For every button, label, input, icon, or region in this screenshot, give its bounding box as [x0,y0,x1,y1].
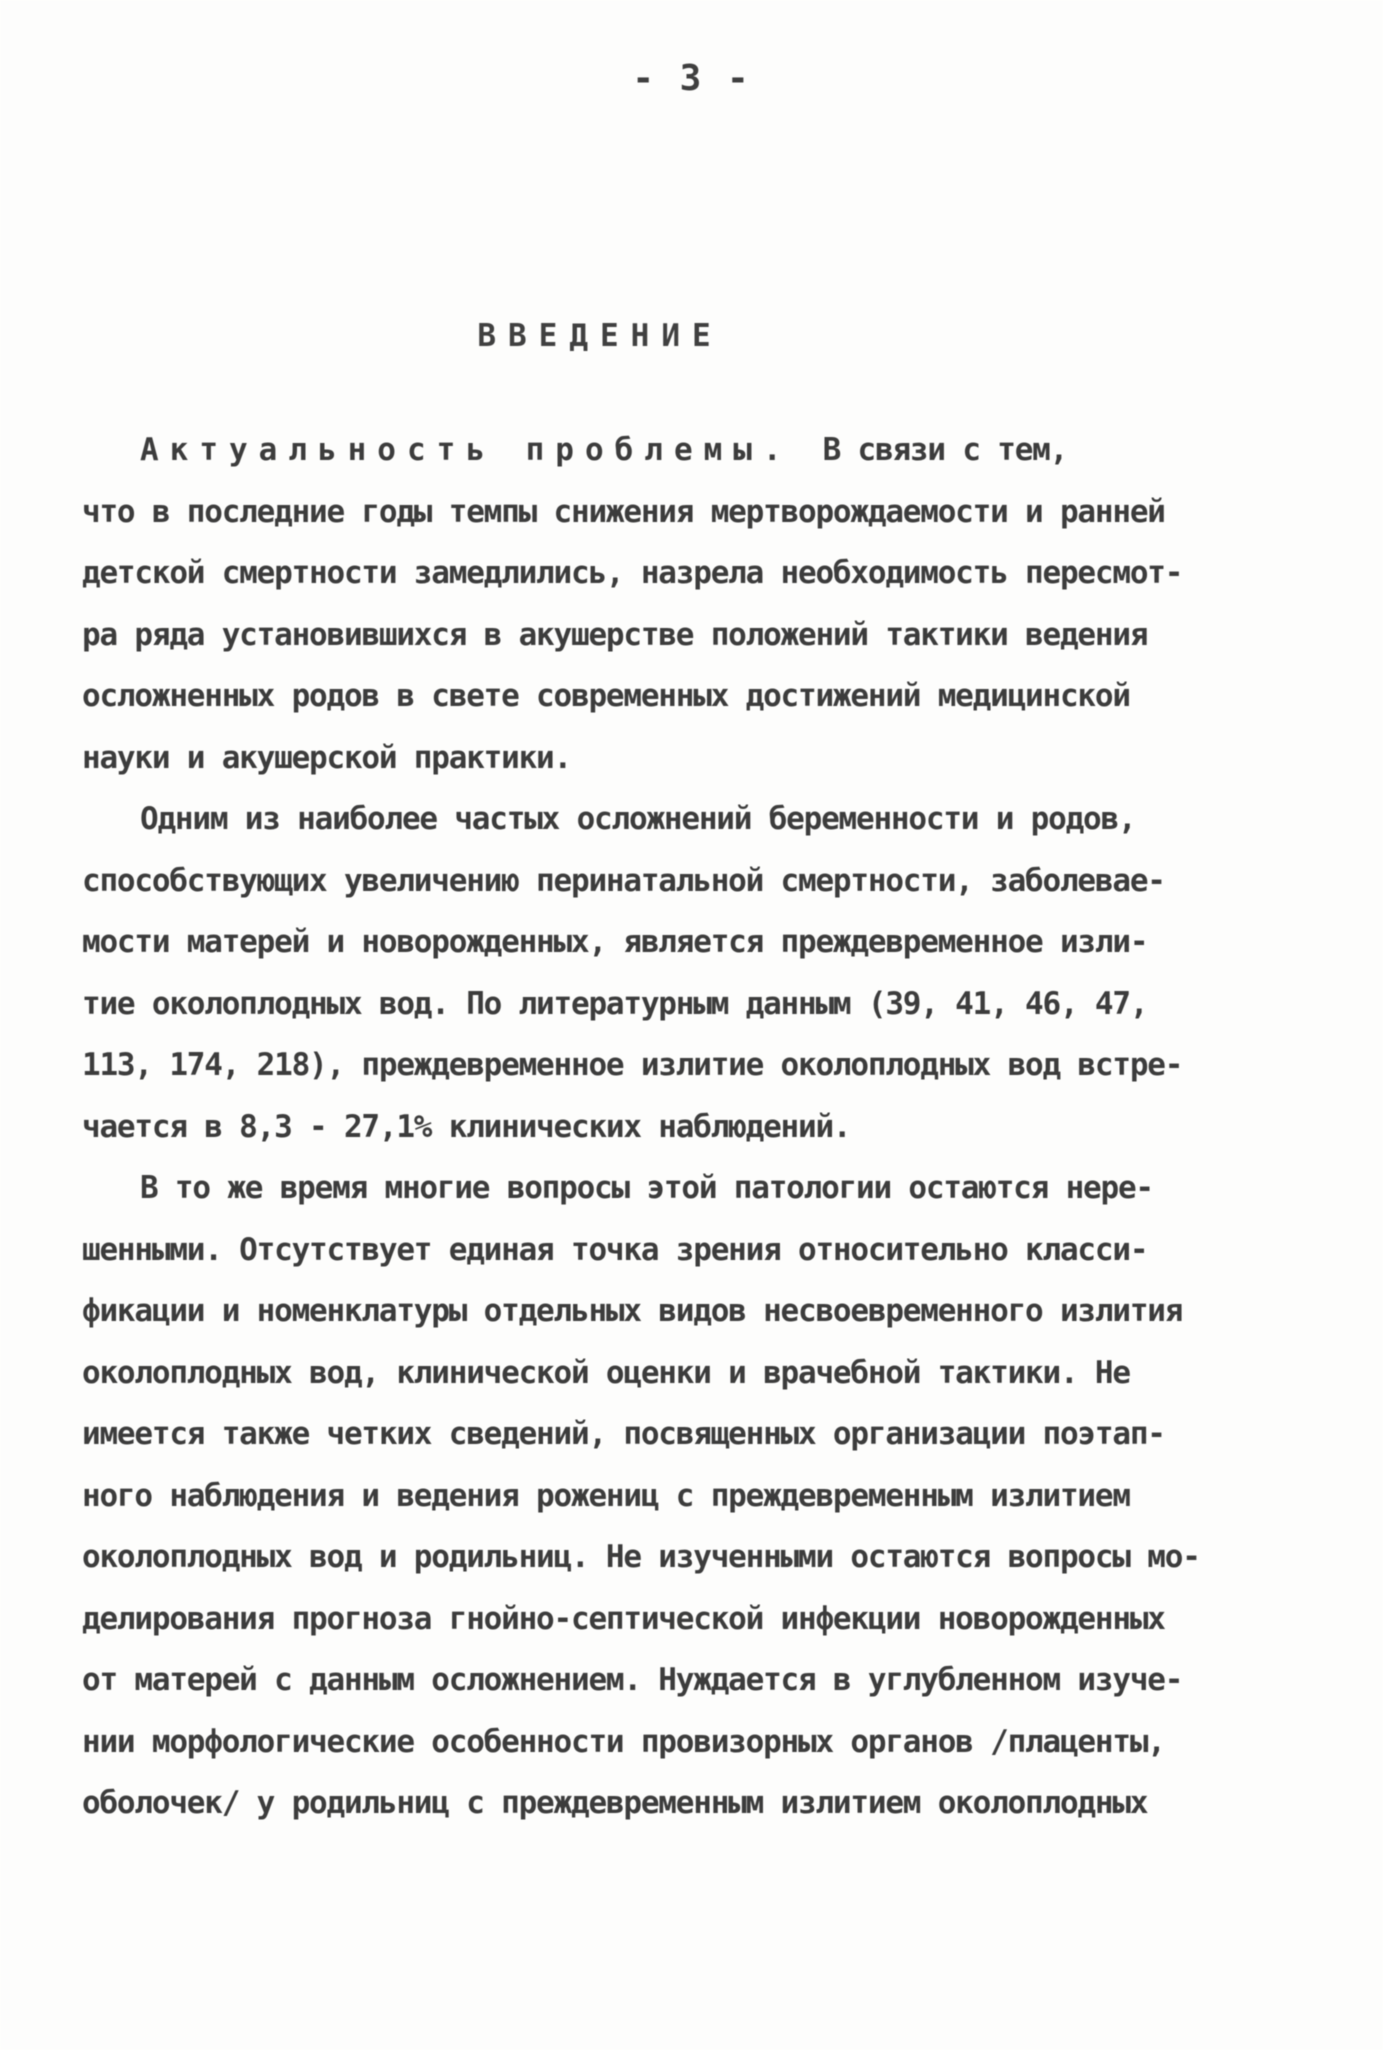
text-line: делирования прогноза гнойно-септической инфекции новорожденных [82,1600,1165,1637]
text-line: осложненных родов в свете современных достижений медицинской [82,678,1130,714]
text-line: чается в 8,3 - 27,1% клинических наблюдений. [82,1108,851,1145]
text-line: что в последние годы темпы снижения мертворождаемости и ранней [82,493,1165,530]
text-line [82,420,1292,482]
text-line: нии морфологические особенности провизорных органов /плаценты, [82,1723,1165,1760]
text-line: оболочек/ у родильниц с преждевременным излитием околоплодных [82,1785,1148,1821]
section-heading: ВВЕДЕНИЕ [477,318,723,354]
text-line: детской смертности замедлились, назрела необходимость пересмот- [82,555,1183,591]
text-line: Одним из наиболее частых осложнений беременности и родов, [140,801,1136,837]
text-line: околоплодных вод и родильниц. Не изученными остаются вопросы мо- [82,1539,1200,1575]
body-text [82,420,1292,1835]
text-line: шенными. Отсутствует единая точка зрения относительно класси- [82,1231,1148,1268]
text-line: 113, 174, 218), преждевременное излитие околоплодных вод встре- [82,1047,1183,1083]
text-line: околоплодных вод, клинической оценки и врачебной тактики. Не [82,1354,1130,1391]
text-line: от матерей с данным осложнением. Нуждается в углубленном изуче- [82,1662,1183,1698]
paragraph-lead: Актуальность проблемы. [140,432,793,468]
page-number: - 3 - [632,58,751,99]
text-line: ра ряда установившихся в акушерстве положений тактики ведения [82,616,1148,653]
text-line: тие околоплодных вод. По литературным данным (39, 41, 46, 47, [82,985,1148,1022]
text-line: науки и акушерской практики. [82,739,571,776]
text-line: ного наблюдения и ведения рожениц с преждевременным излитием [82,1477,1130,1514]
text-line-part: В связи с тем, [822,432,1068,468]
text-line: мости матерей и новорожденных, является преждевременное изли- [82,924,1148,960]
text-line: способствующих увеличению перинатальной смертности, заболевае- [82,862,1165,899]
text-line: имеется также четких сведений, посвященных организации поэтап- [82,1416,1165,1452]
text-line: В то же время многие вопросы этой патологии остаются нере- [140,1170,1153,1206]
text-line: фикации и номенклатуры отдельных видов несвоевременного излития [82,1293,1183,1329]
